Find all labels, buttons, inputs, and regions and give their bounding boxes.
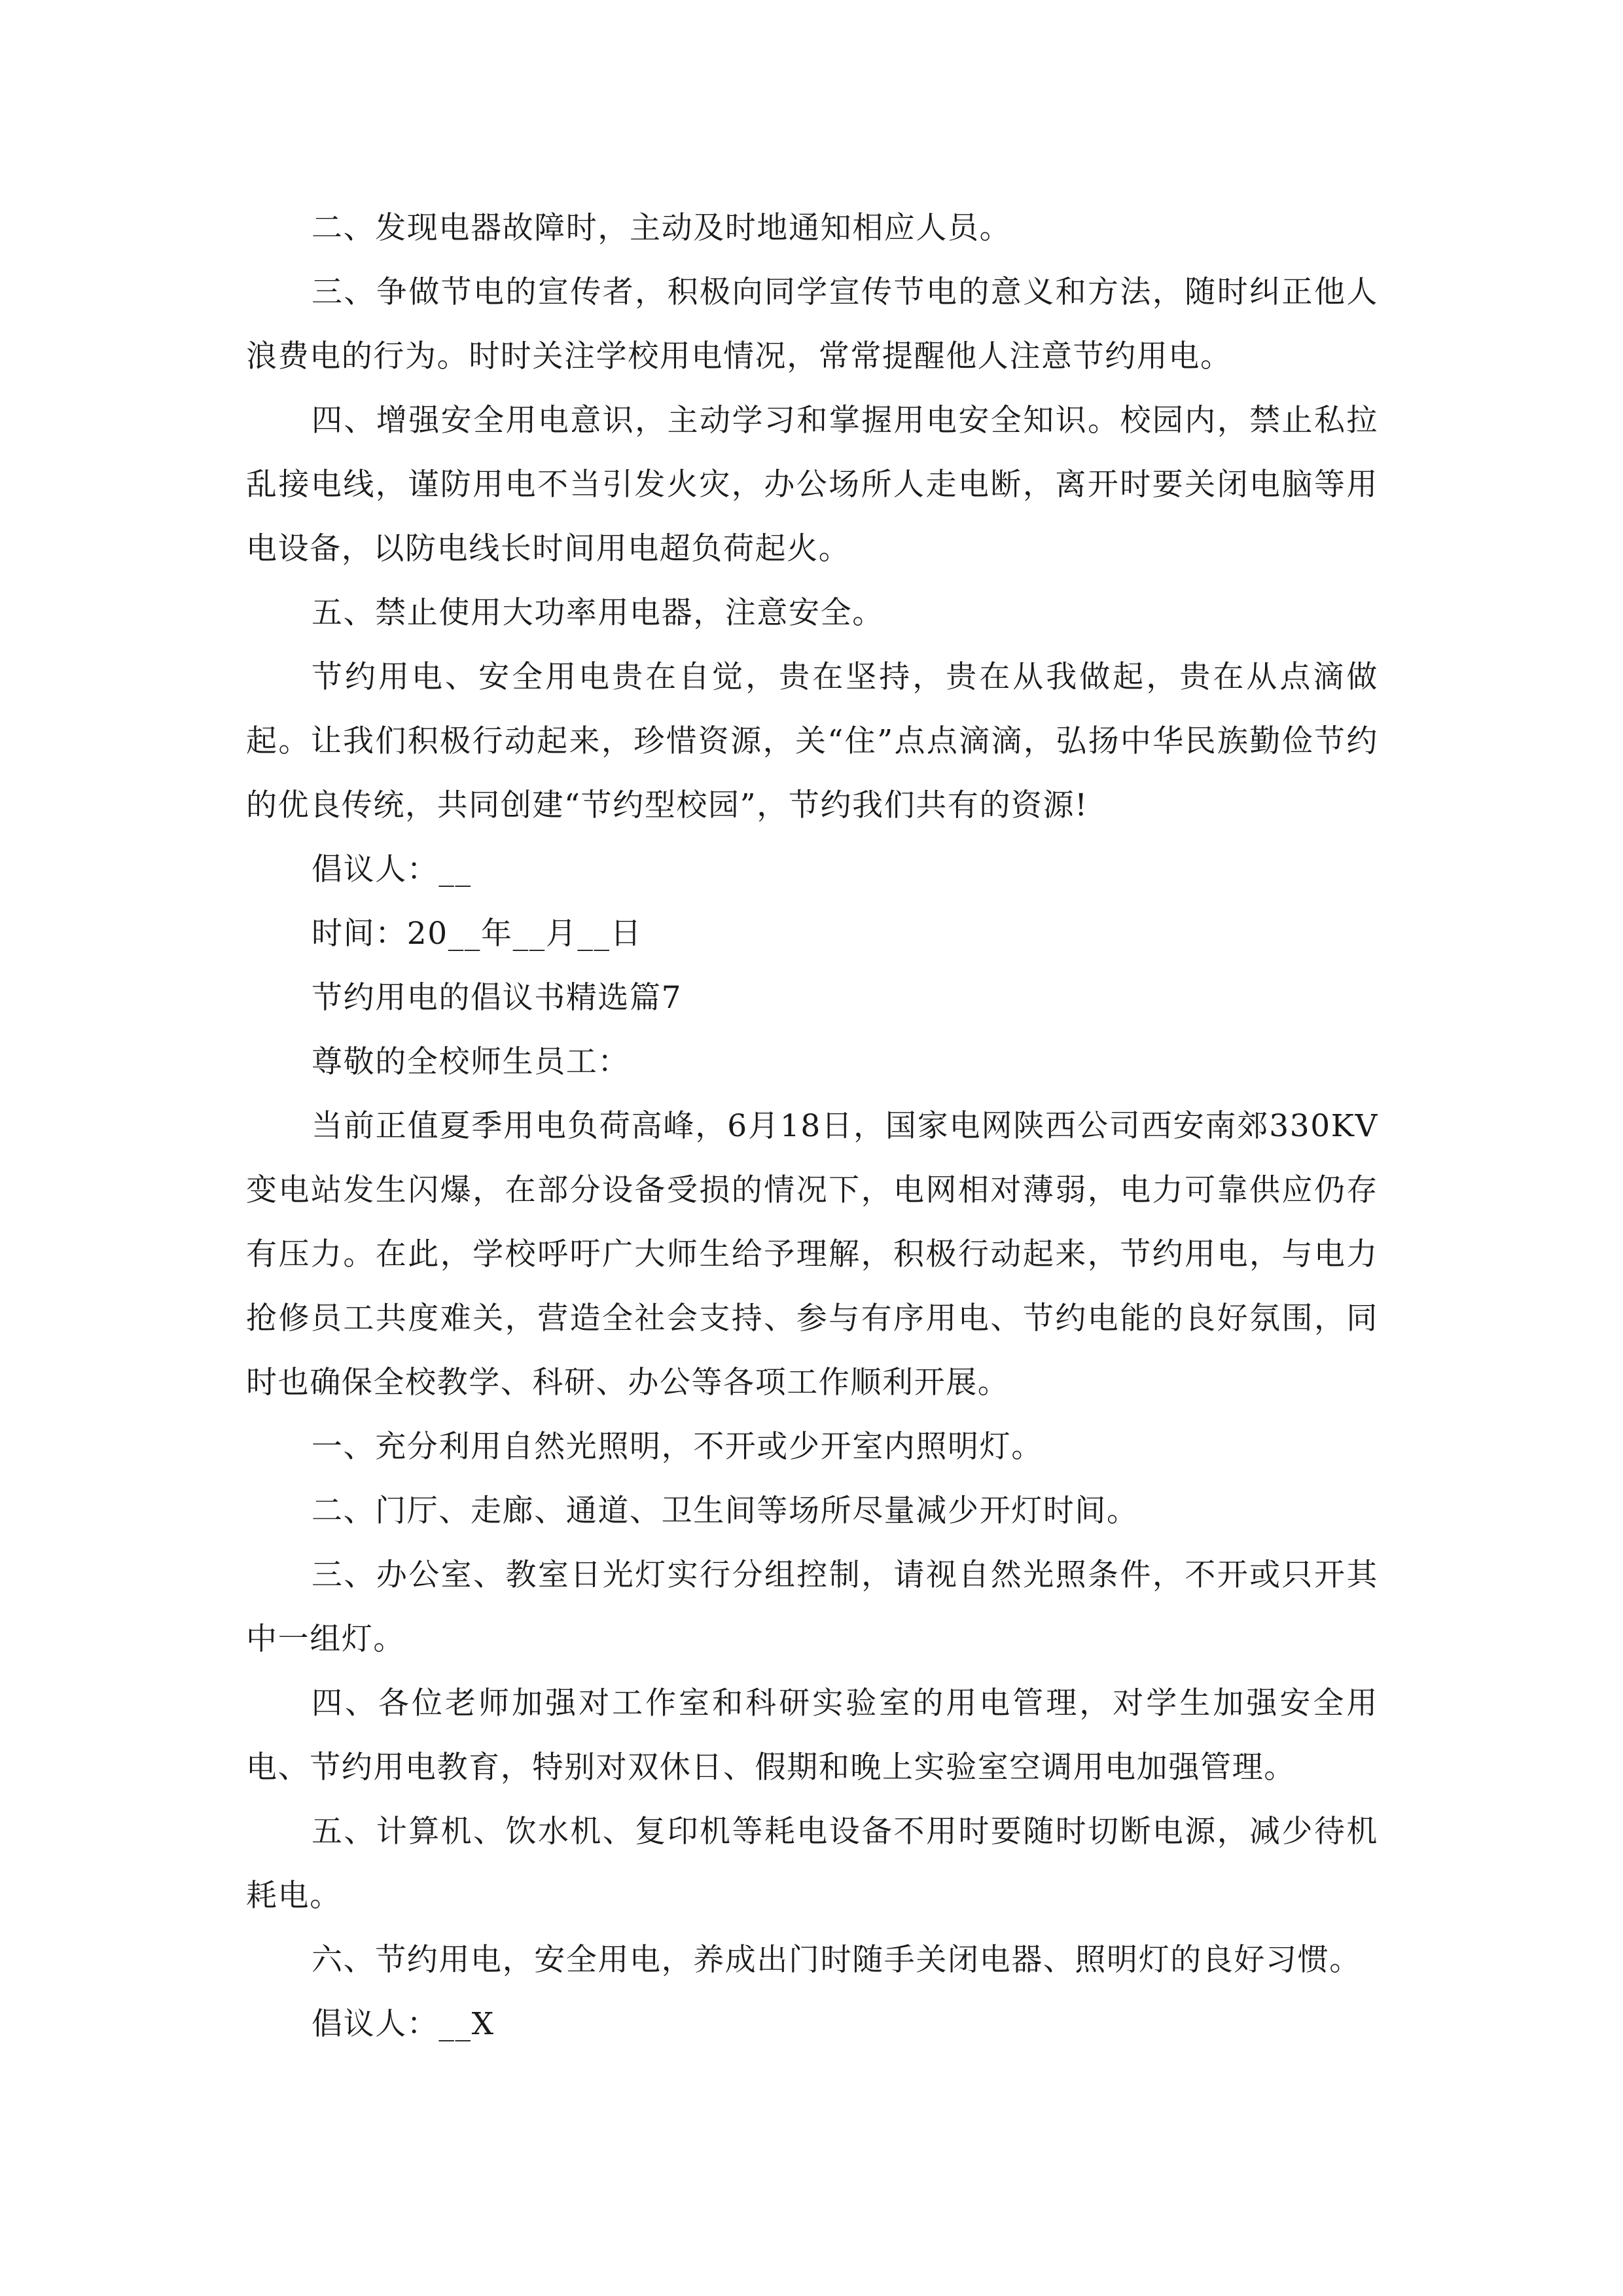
- paragraph-measure-4: 四、各位老师加强对工作室和科研实验室的用电管理，对学生加强安全用电、节约用电教育，特别对双休日、假期和晚上实验室空调用电加强管理。: [246, 1685, 1378, 1785]
- initiator-line: 倡议人：__: [312, 852, 472, 888]
- paragraph-item-3-promote-saving: 三、争做节电的宣传者，积极向同学宣传节电的意义和方法，随时纠正他人浪费电的行为。时时关注学校用电情况，常常提醒他人注意节约用电。: [246, 274, 1378, 374]
- paragraph-measure-1: 一、充分利用自然光照明，不开或少开室内照明灯。: [312, 1429, 1043, 1465]
- paragraph-measure-5: 五、计算机、饮水机、复印机等耗电设备不用时要随时切断电源，减少待机耗电。: [246, 1814, 1378, 1914]
- paragraph-item-2-report-fault: 二、发现电器故障时，主动及时地通知相应人员。: [312, 210, 1012, 246]
- document-body: [246, 196, 1378, 2056]
- paragraph-item-4-electrical-safety: 四、增强安全用电意识，主动学习和掌握用电安全知识。校园内，禁止私拉乱接电线，谨防用电不当引发火灾，办公场所人走电断，离开时要关闭电脑等用电设备，以防电线长时间用电超负荷起火。: [246, 403, 1378, 567]
- date-line: 时间：20__年__月__日: [312, 916, 643, 952]
- paragraph-measure-6: 六、节约用电，安全用电，养成出门时随手关闭电器、照明灯的良好习惯。: [312, 1942, 1361, 1978]
- initiator-line-2: 倡议人：__X: [312, 2006, 495, 2042]
- paragraph-item-5-no-high-power: 五、禁止使用大功率用电器，注意安全。: [312, 595, 884, 631]
- paragraph-measure-3: 三、办公室、教室日光灯实行分组控制，请视自然光照条件，不开或只开其中一组灯。: [246, 1557, 1378, 1657]
- paragraph-background: 当前正值夏季用电负荷高峰，6月18日，国家电网陕西公司西安南郊330KV变电站发生闪爆，在部分设备受损的情况下，电网相对薄弱，电力可靠供应仍存有压力。在此，学校呼吁广大师生给予理解，积极行动起来，节约用电，与电力抢修员工共度难关，营造全社会支持、参与有序用电、节约电能的良好氛围，同时也确保全校教学、科研、办公等各项工作顺利开展。: [246, 1108, 1378, 1401]
- paragraph-measure-2: 二、门厅、走廊、通道、卫生间等场所尽量减少开灯时间。: [312, 1493, 1139, 1529]
- paragraph-closing-appeal: 节约用电、安全用电贵在自觉，贵在坚持，贵在从我做起，贵在从点滴做起。让我们积极行动起来，珍惜资源，关“住”点点滴滴，弘扬中华民族勤俭节约的优良传统，共同创建“节约型校园”，节约我们共有的资源!: [246, 659, 1378, 823]
- section-title: 节约用电的倡议书精选篇7: [312, 980, 683, 1016]
- salutation: 尊敬的全校师生员工：: [312, 1044, 630, 1080]
